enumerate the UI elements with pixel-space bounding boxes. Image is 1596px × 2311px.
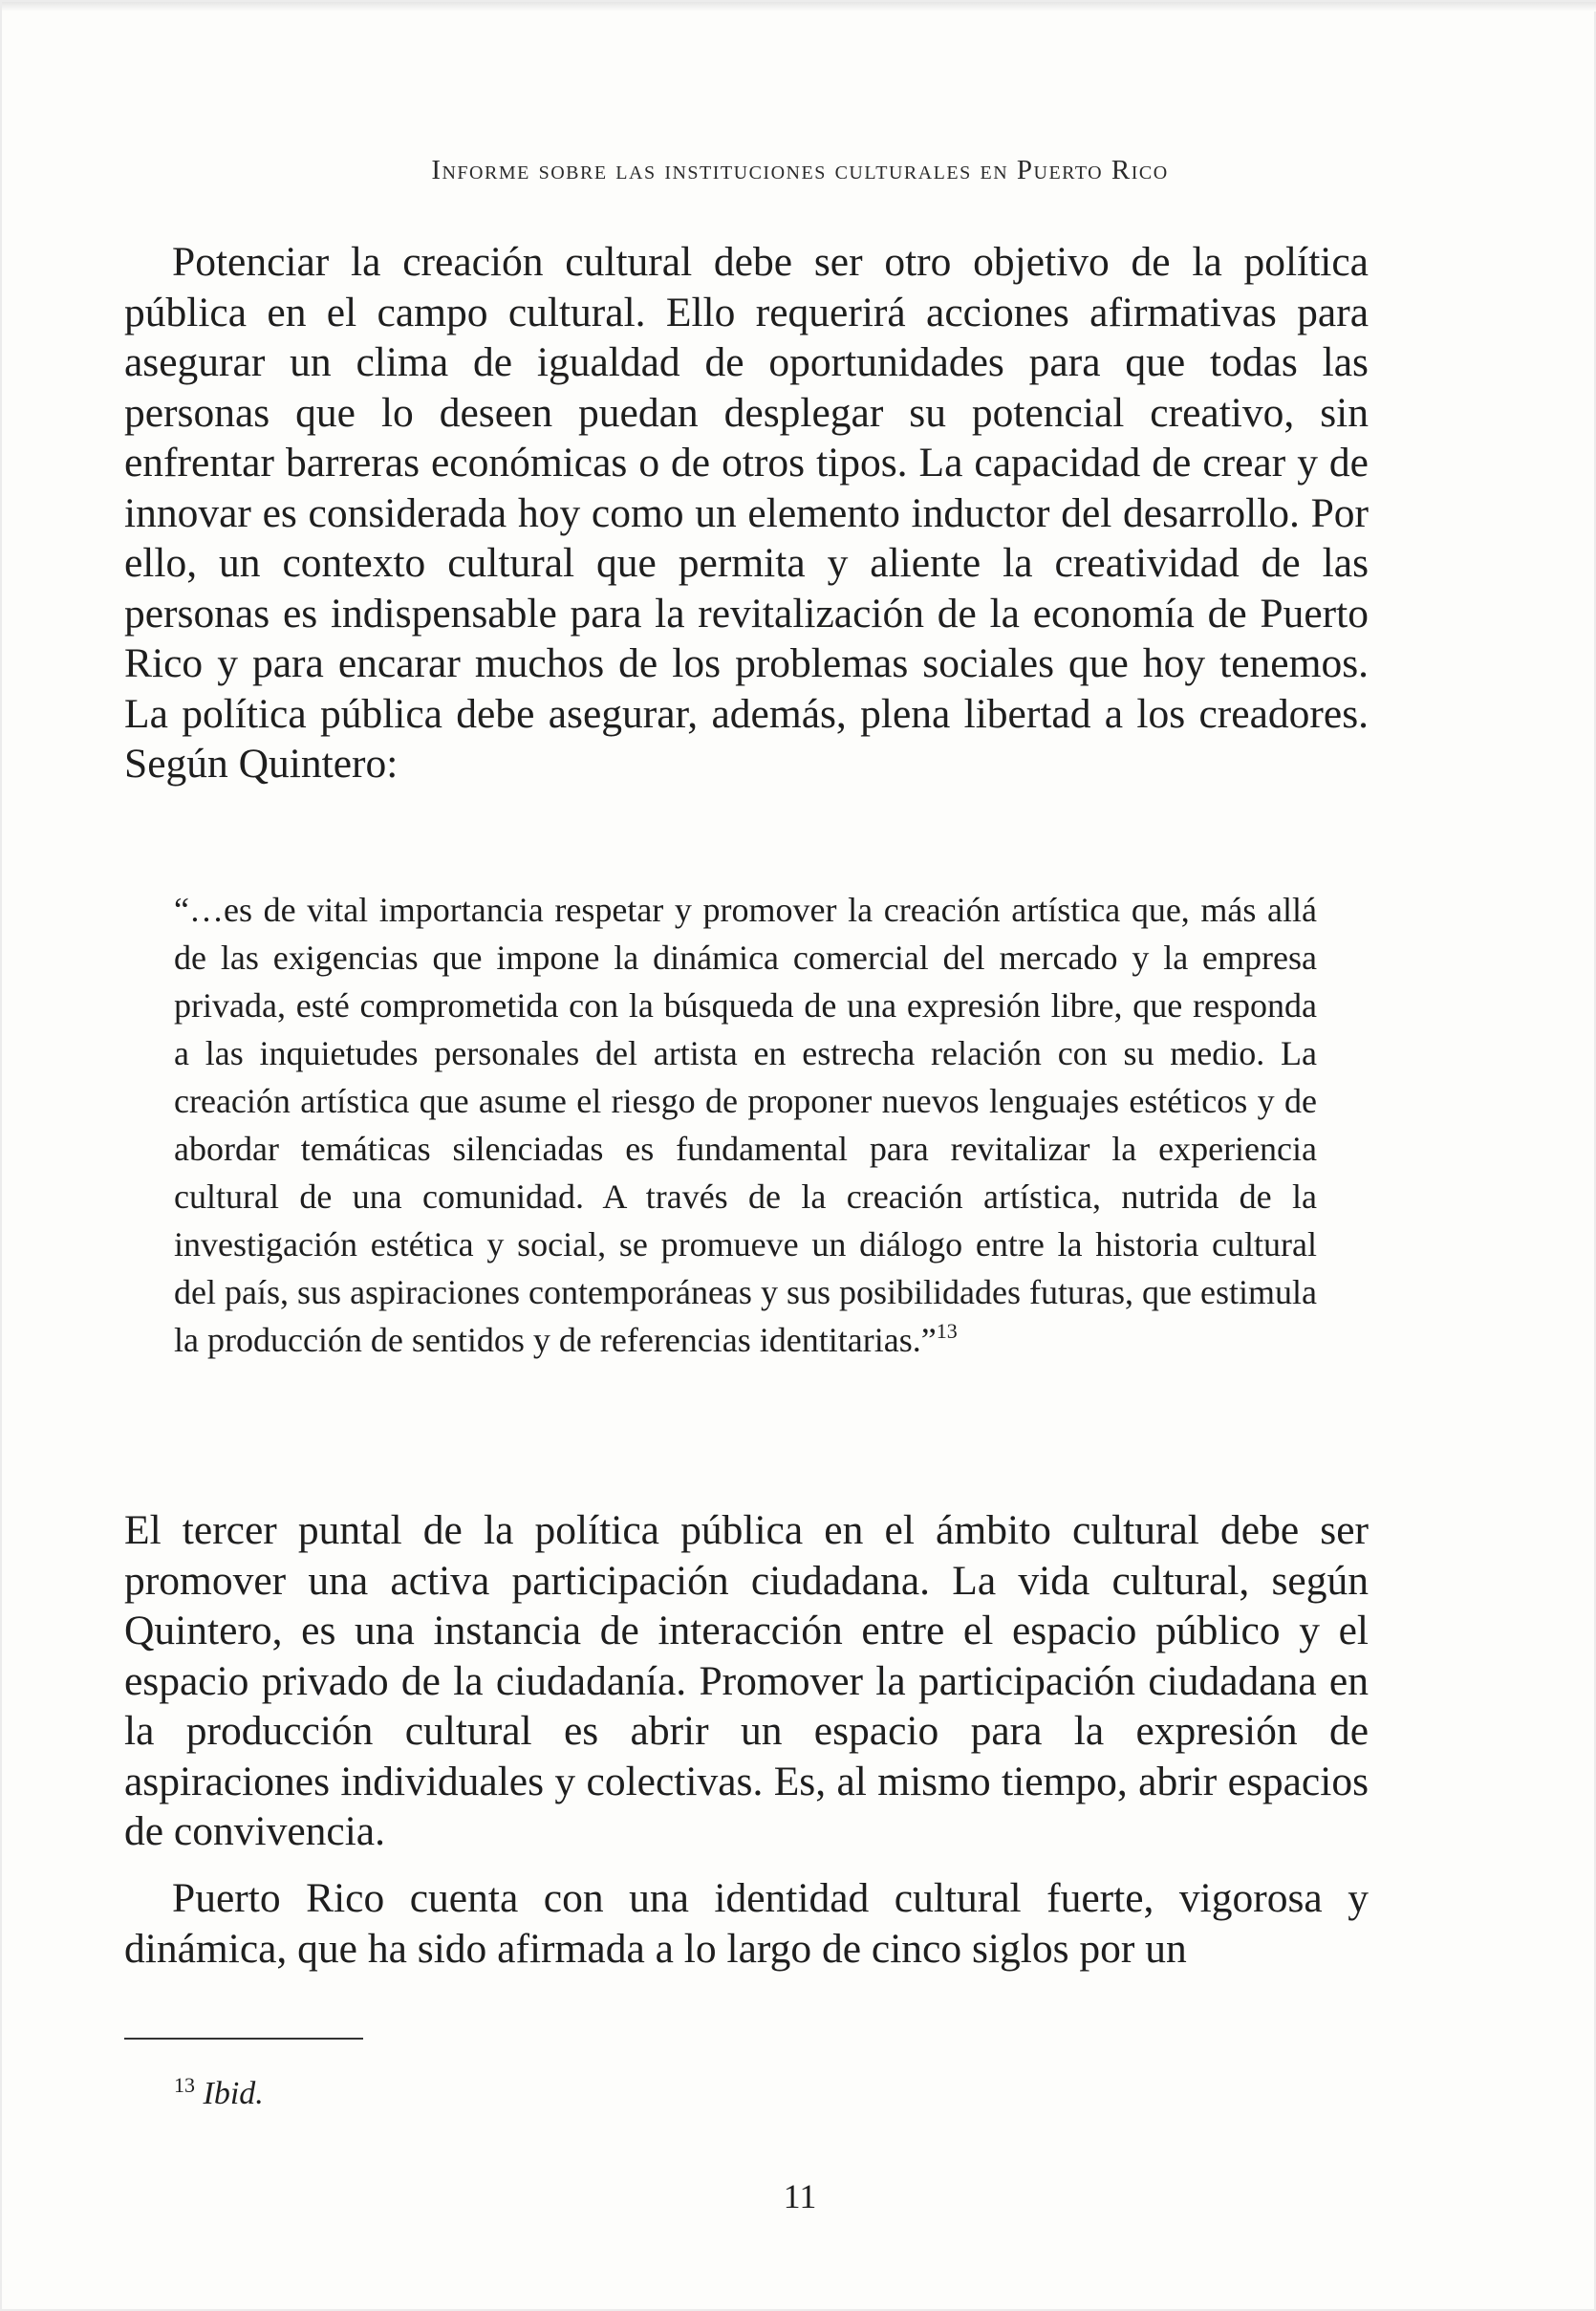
paragraph-3: Puerto Rico cuenta con una identidad cultural fuerte, vigorosa y dinámica, que ha sido afirmada a lo largo de cinco siglos por un (124, 1875, 1369, 1972)
paragraph-2: El tercer puntal de la política pública en el ámbito cultural debe ser promover una activa participación ciudadana. La vida cultural, según Quintero, es una instancia de interacción entre el espacio público y el espacio privado de la ciudadanía. Promover la participación ciudadana en la producción cultural es abrir un espacio para la expresión de aspiraciones individuales y colectivas. Es, al mismo tiempo, abrir espacios de convivencia. (124, 1507, 1369, 1854)
page-number: 11 (783, 2177, 817, 2215)
footnote-text: Ibid. (203, 2076, 264, 2111)
block-quote-text: “…es de vital importancia respetar y promover la creación artística que, más allá de las exigencias que impone la dinámica comercial del mercado y la empresa privada, esté comprometida con la búsqueda de una expresión libre, que responda a las inquietudes personales del artista en estrecha relación con su medio. La creación artística que asume el riesgo de proponer nuevos lenguajes estéticos y de abordar temáticas silenciadas es fundamental para revitalizar la experiencia cultural de una comunidad. A través de la creación artística, nutrida de la investigación estética y social, se promueve un diálogo entre la historia cultural del país, sus aspiraciones contemporáneas y sus posibilidades futuras, que estimula la producción de sentidos y de referencias identitarias.” (174, 891, 1317, 1359)
footnote-separator (124, 2038, 363, 2040)
footnote-number: 13 (174, 2073, 195, 2097)
scan-edge (2, 2, 1596, 11)
footnote (174, 2066, 264, 2113)
footnote-reference: 13 (936, 1319, 958, 1343)
paragraph-1: Potenciar la creación cultural debe ser otro objetivo de la política pública en el campo cultural. Ello requerirá acciones afirmativas para asegurar un clima de igualdad de oportunidades para que todas las personas que lo deseen puedan desplegar su potencial creativo, sin enfrentar barreras económicas o de otros tipos. La capacidad de crear y de innovar es considerada hoy como un elemento inductor del desarrollo. Por ello, un contexto cultural que permita y aliente la creatividad de las personas es indispensable para la revitalización de la economía de Puerto Rico y para encarar muchos de los problemas sociales que hoy tenemos. La política pública debe asegurar, además, plena libertad a los creadores. Según Quintero: (124, 239, 1369, 787)
running-head: Informe sobre las instituciones culturales en Puerto Rico (431, 155, 1169, 185)
block-quote (174, 886, 1317, 1364)
